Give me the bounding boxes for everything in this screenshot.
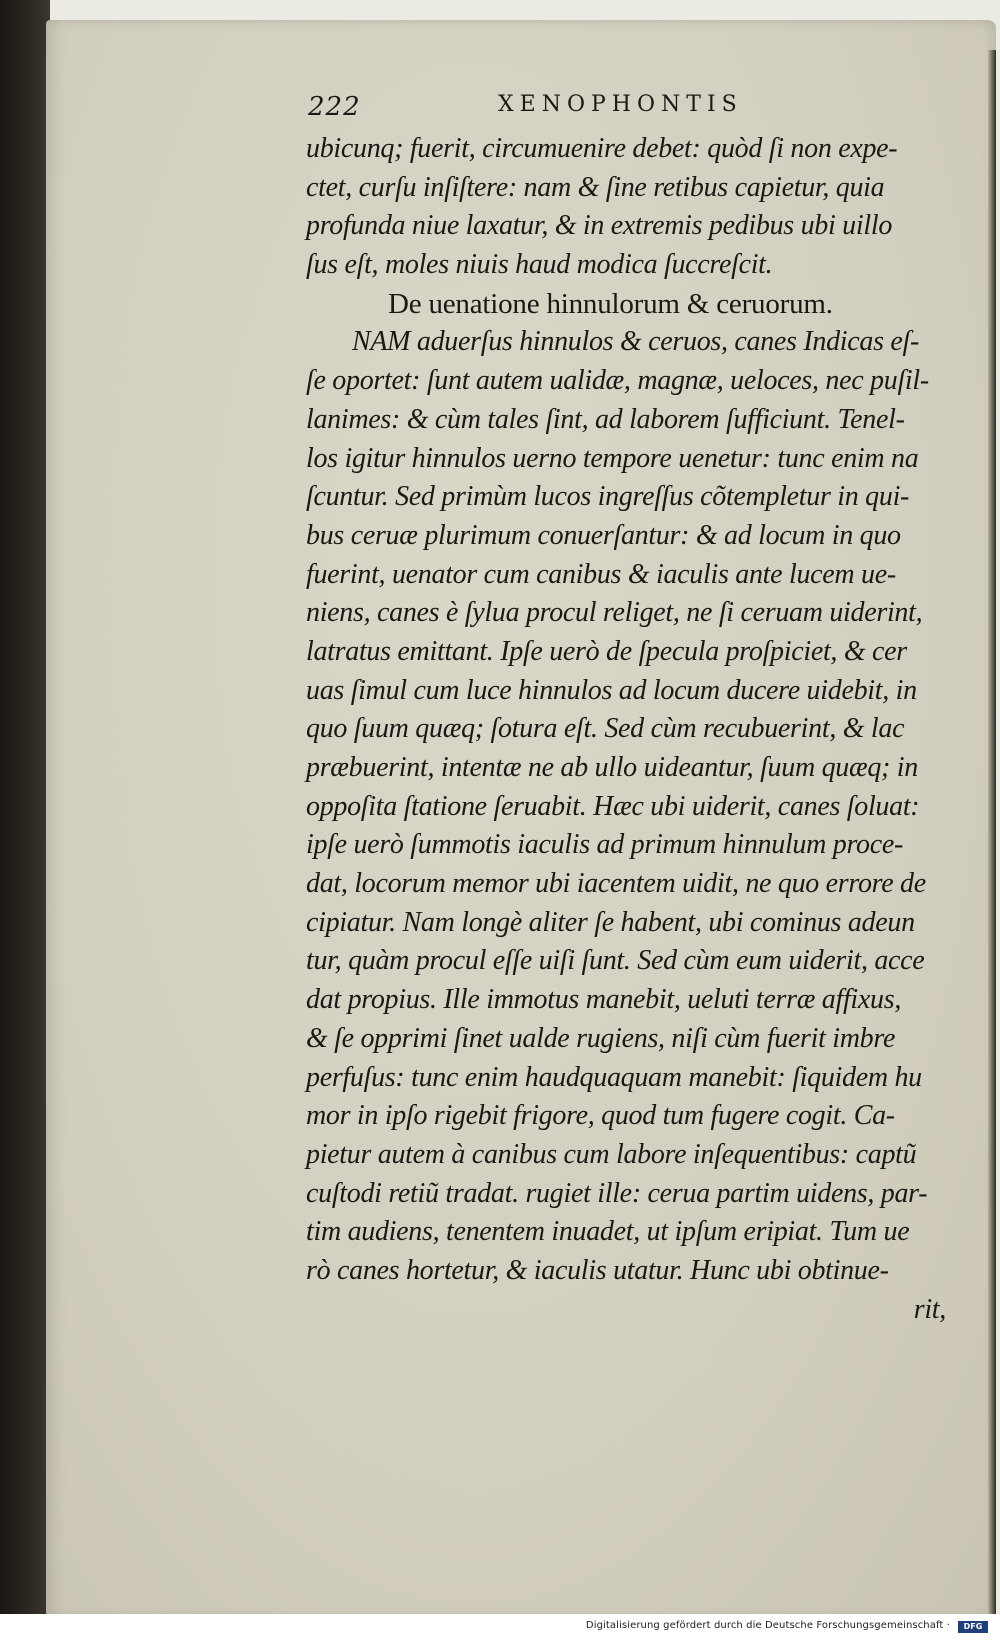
section-heading: De uenatione hinnulorum & ceruorum. — [388, 287, 833, 320]
text-line: præbuerint, intentæ ne ab ullo uideantur, ſuum quæq; in — [306, 752, 918, 783]
dfg-logo: DFG — [958, 1621, 988, 1633]
text-line: profunda niue laxatur, & in extremis pedibus ubi uillo — [306, 210, 893, 242]
page-right-edge — [988, 50, 996, 1630]
text-line: ſe oportet: ſunt autem ualidæ, magnæ, ueloces, nec puſil- — [306, 365, 929, 397]
page-number: 222 — [308, 92, 361, 122]
digitization-footer — [0, 1614, 1000, 1642]
text-line: niens, canes è ſylua procul religet, ne ſi ceruam uiderint, — [306, 597, 923, 629]
text-line: los igitur hinnulos uerno tempore uenetur: tunc enim na — [306, 442, 919, 474]
funding-note: Digitalisierung gefördert durch die Deutsche Forschungsgemeinschaft · — [585, 1620, 950, 1631]
body-text — [306, 130, 956, 1329]
text-line: fuerint, uenator cum canibus & iaculis ante lucem ue- — [306, 558, 896, 590]
text-line: bus ceruæ plurimum conuerſantur: & ad locum in quo — [306, 519, 901, 551]
text-line: ſcuntur. Sed primùm lucos ingreſſus cõtempletur in qui- — [306, 481, 910, 513]
text-line: pietur autem à canibus cum labore inſequentibus: captũ — [306, 1138, 917, 1170]
text-line: oppoſita ſtatione ſeruabit. Hæc ubi uiderit, canes ſoluat: — [306, 790, 920, 822]
book-title: XENOPHONTIS — [498, 92, 743, 117]
catchword: rit, — [913, 1293, 946, 1325]
text-line: ipſe uerò ſummotis iaculis ad primum hinnulum proce- — [306, 829, 903, 861]
text-line: ſus eſt, moles niuis haud modica ſuccreſcit. — [306, 249, 773, 281]
text-line: ctet, curſu inſiſtere: nam & ſine retibus capietur, quia — [306, 171, 885, 203]
text-line: latratus emittant. Ipſe uerò de ſpecula proſpiciet, & cer — [306, 635, 907, 667]
text-line: dat propius. Ille immotus manebit, ueluti terræ affixus, — [306, 984, 902, 1016]
text-line: tim audiens, tenentem inuadet, ut ipſum eripiat. Tum ue — [306, 1216, 910, 1248]
text-line: & ſe opprimi ſinet ualde rugiens, niſi cùm fuerit imbre — [306, 1022, 896, 1054]
text-line: lanimes: & cùm tales ſint, ad laborem ſufficiunt. Tenel- — [306, 403, 905, 435]
text-line: cuſtodi retiũ tradat. rugiet ille: cerua partim uidens, par- — [306, 1177, 928, 1209]
text-line: uas ſimul cum luce hinnulos ad locum ducere uidebit, in — [306, 674, 917, 706]
scan-dark-edge — [0, 0, 50, 1642]
text-line: tur, quàm procul eſſe uiſi ſunt. Sed cùm eum uiderit, acce — [306, 945, 925, 977]
text-line: quo ſuum quæq; ſotura eſt. Sed cùm recubuerint, & lac — [306, 713, 905, 745]
text-line: NAM aduerſus hinnulos & ceruos, canes Indicas eſ- — [352, 326, 919, 358]
text-line: ubicunq; fuerit, circumuenire debet: quòd ſi non expe- — [306, 133, 898, 164]
text-line: rò canes hortetur, & iaculis utatur. Hunc ubi obtinue- — [306, 1254, 889, 1286]
running-head — [308, 92, 958, 122]
text-line: mor in ipſo rigebit frigore, quod tum fugere cogit. Ca- — [306, 1100, 895, 1132]
text-line: perfuſus: tunc enim haudquaquam manebit: ſiquidem hu — [306, 1061, 922, 1093]
text-line: cipiatur. Nam longè aliter ſe habent, ubi cominus adeun — [306, 906, 915, 938]
text-line: dat, locorum memor ubi iacentem uidit, ne quo errore de — [306, 868, 926, 900]
